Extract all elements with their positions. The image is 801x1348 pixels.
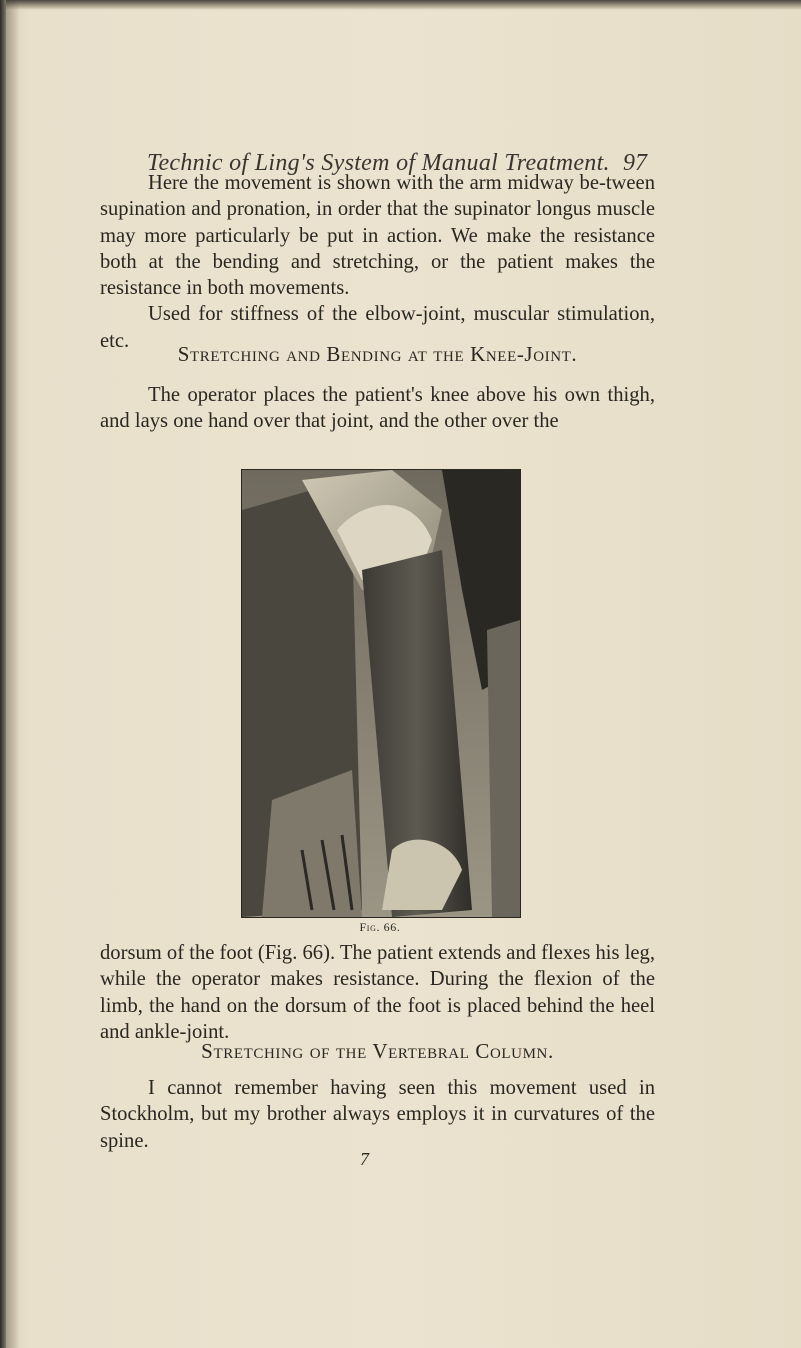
section-heading-vertebral-column: Stretching of the Vertebral Column. [201,1039,554,1063]
signature-mark: 7 [360,1149,369,1169]
page-top-edge [0,0,801,10]
running-head-title: Technic of Ling's System of Manual Treatment. [147,150,610,176]
paragraph-used-for: Used for stiffness of the elbow-joint, muscular stimulation, etc. [100,303,655,352]
paragraph-stockholm: I cannot remember having seen this movement used in Stockholm, but my brother always employs it in curvatures of the spine. [100,1077,655,1152]
text-block-dorsum [100,940,655,1045]
text-block-knee [100,382,655,435]
paragraph-dorsum-continued: dorsum of the foot (Fig. 66). The patient extends and flexes his leg, while the operator makes resistance. During the flexion of the limb, the hand on the dorsum of the foot is placed behind the heel and ankle-joint. [100,942,655,1043]
chair-edge [487,620,520,917]
text-block-intro [100,170,655,354]
figure-caption: Fig. 66. [359,920,401,934]
binding-shadow [6,0,20,1348]
page-number: 97 [623,150,647,176]
knee-joint-illustration [242,470,520,917]
paragraph-operator-places: The operator places the patient's knee above his own thigh, and lays one hand over that joint, and the other over the [100,384,655,433]
figure-66-photograph [241,469,521,918]
section-heading-knee-joint: Stretching and Bending at the Knee-Joint. [177,342,578,366]
text-block-vertebral [100,1075,655,1154]
paragraph-supination: Here the movement is shown with the arm midway be-tween supination and pronation, in order that the supinator longus muscle may more particularly be put in action. We make the resistance both at the bending and stretching, or the patient makes the resistance in both movements. [100,172,655,300]
